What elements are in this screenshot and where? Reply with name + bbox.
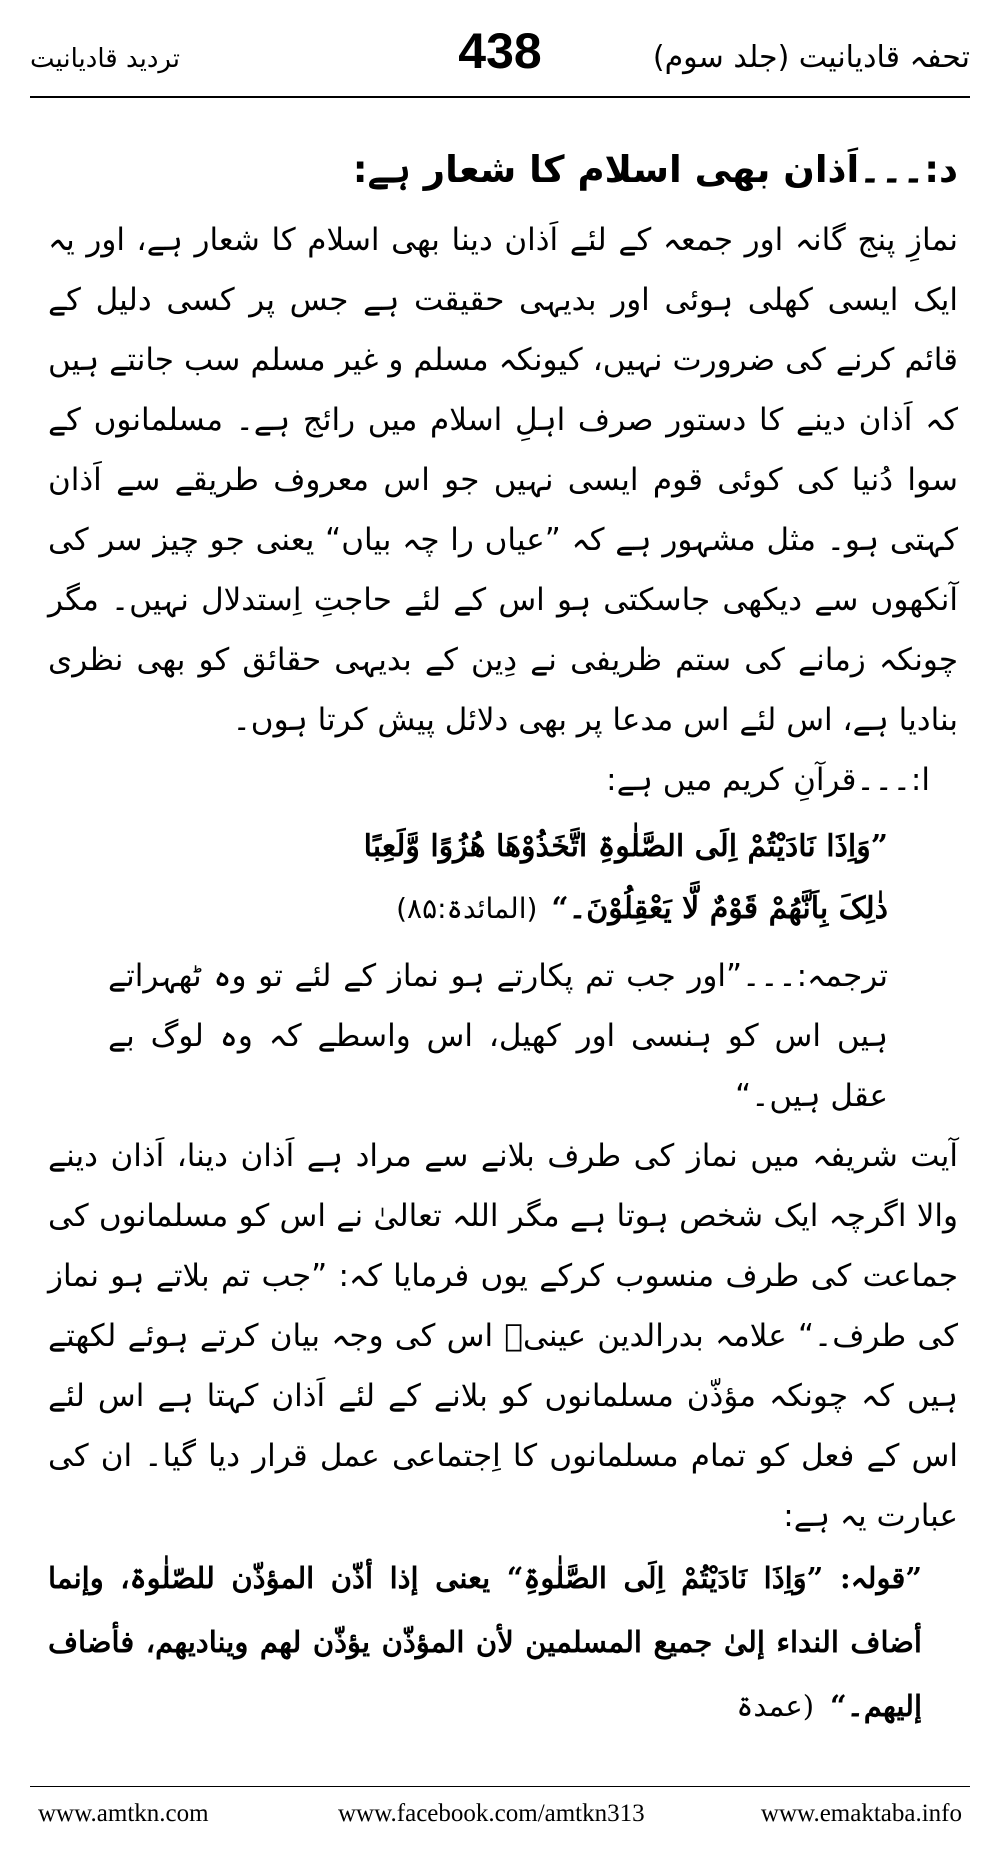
section-heading: د:۔۔۔اَذان بھی اسلام کا شعار ہے: [352, 148, 958, 191]
quote-text: ”وَاِذَا نَادَیْتُمْ اِلَی الصَّلٰوۃِ“ یعنی إذا أذّن المؤذّن للصّلٰوۃ، وإنما أضاف النداء إلیٰ جمیع المسلمین لأن المؤذّن یؤذّن لھم وینادیھم، فأضاف إلیھم۔“ [48, 1561, 922, 1723]
footer-link-amtkn[interactable]: www.amtkn.com [38, 1800, 209, 1827]
footer-link-facebook[interactable]: www.facebook.com/amtkn313 [338, 1800, 645, 1827]
book-title: تحفہ قادیانیت (جلد سوم) [652, 40, 970, 75]
verse-reference: (المائدۃ:۸۵) [396, 892, 538, 925]
verse-translation: ترجمہ:۔۔۔”اور جب تم پکارتے ہو نماز کے لئے تو وہ ٹھہراتے ہیں اس کو ہنسی اور کھیل، اس واسطے کہ وہ لوگ بے عقل ہیں۔“ [108, 958, 888, 1114]
footer-link-emaktaba[interactable]: www.emaktaba.info [760, 1800, 962, 1827]
page-number: 438 [458, 23, 542, 79]
quote-source: (عمدۃ [736, 1689, 815, 1723]
section-title: تردید قادیانیت [30, 44, 181, 74]
header-divider [30, 96, 970, 98]
page-header [30, 22, 970, 92]
verse-line-2-text: ذٰلِکَ بِاَنَّھُمْ قَوْمٌ لَّا یَعْقِلُوْنَ۔“ [551, 891, 888, 926]
quran-verse [48, 816, 888, 940]
quote-label: ”قولہ: [839, 1561, 922, 1595]
quran-subheading: ا:۔۔۔قرآنِ کریم میں ہے: [606, 762, 930, 798]
verse-line-2 [48, 878, 888, 940]
paragraph-1: نمازِ پنج گانہ اور جمعہ کے لئے اَذان دینا بھی اسلام کا شعار ہے، اور یہ ایک ایسی کھلی ہوئی اور بدیہی حقیقت ہے جس پر کسی دلیل کے قائم کرنے کی ضرورت نہیں، کیونکہ مسلم و غیر مسلم سب جانتے ہیں کہ اَذان دینے کا دستور صرف اہلِ اسلام میں رائج ہے۔ مسلمانوں کے سوا دُنیا کی کوئی قوم ایسی نہیں جو اس معروف طریقے سے اَذان کہتی ہو۔ مثل مشہور ہے کہ ”عیاں را چہ بیاں“ یعنی جو چیز سر کی آنکھوں سے دیکھی جاسکتی ہو اس کے لئے حاجتِ اِستدلال نہیں۔ مگر چونکہ زمانے کی ستم ظریفی نے دِین کے بدیہی حقائق کو بھی نظری بنادیا ہے، اس لئے اس مدعا پر بھی دلائل پیش کرتا ہوں۔ [48, 222, 958, 738]
page-body [48, 140, 958, 1738]
footer-divider [30, 1786, 970, 1787]
paragraph-2: آیت شریفہ میں نماز کی طرف بلانے سے مراد ہے اَذان دینا، اَذان دینے والا اگرچہ ایک شخص ہوتا ہے مگر اللہ تعالیٰ نے اس کو مسلمانوں کی جماعت کی طرف منسوب کرکے یوں فرمایا کہ: ”جب تم بلاتے ہو نماز کی طرف۔“ علامہ بدرالدین عینیؒ اس کی وجہ بیان کرتے ہوئے لکھتے ہیں کہ چونکہ مؤذّن مسلمانوں کو بلانے کے لئے اَذان کہتا ہے اس لئے اس کے فعل کو تمام مسلمانوں کا اِجتماعی عمل قرار دیا گیا۔ ان کی عبارت یہ ہے: [48, 1138, 958, 1534]
verse-line-1: ”وَاِذَا نَادَیْتُمْ اِلَی الصَّلٰوۃِ اتَّخَذُوْھَا ھُزُوًا وَّلَعِبًا [363, 829, 888, 864]
page-footer [38, 1800, 962, 1840]
arabic-quotation [48, 1546, 922, 1738]
